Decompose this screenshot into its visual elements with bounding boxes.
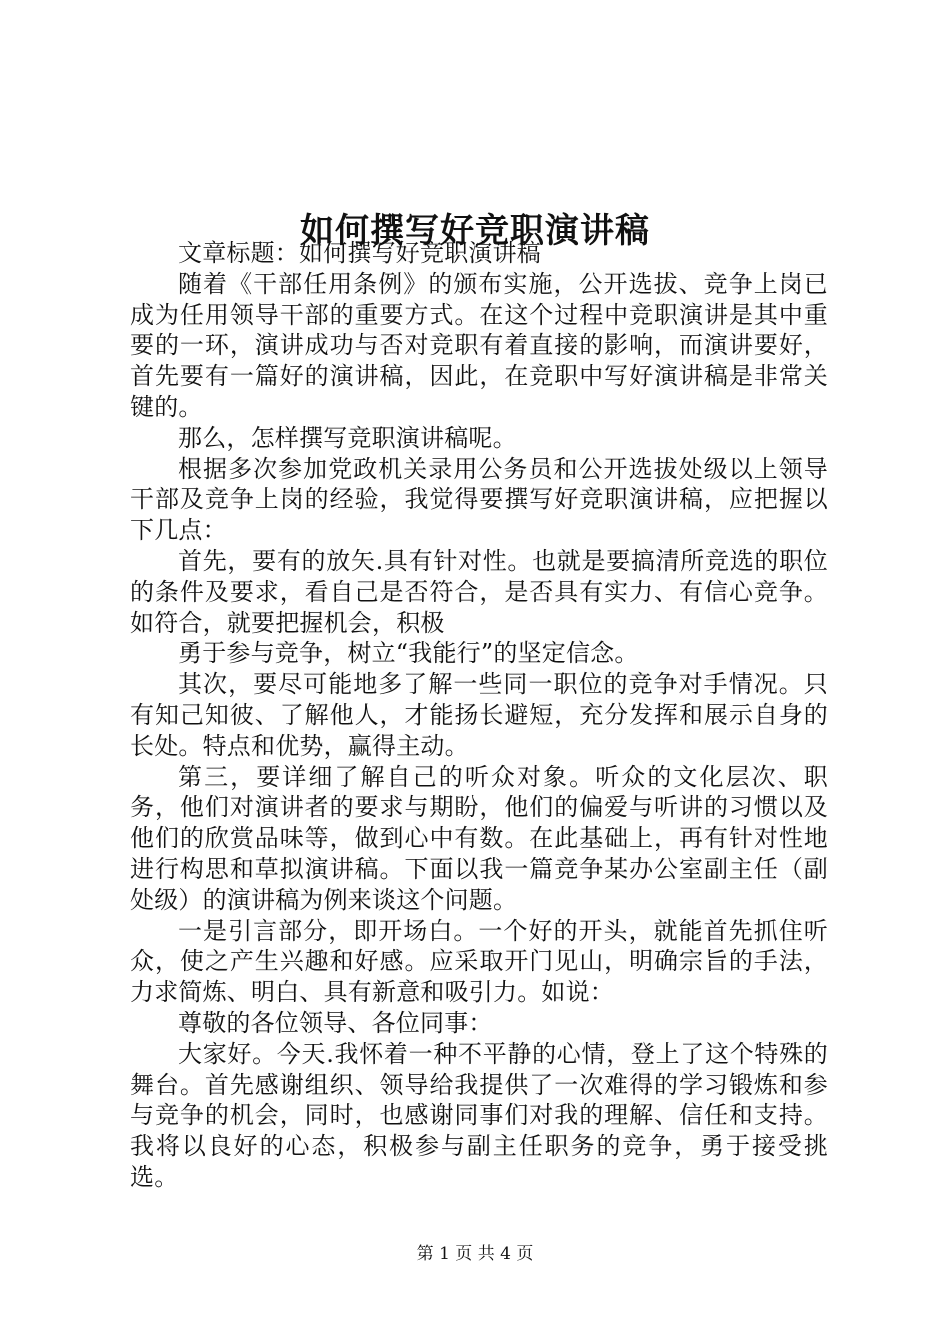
paragraph-article-title: 文章标题：如何撰写好竞职演讲稿 — [178, 239, 541, 267]
paragraph-first-point-continued: 勇于参与竞争，树立“我能行”的坚定信念。 — [178, 639, 639, 668]
document-body — [130, 238, 828, 1193]
paragraph-first-point: 首先，要有的放矢.具有针对性。也就是要搞清所竞选的职位的条件及要求，看自己是否符合，是否具有实力、有信心竞争。如符合，就要把握机会，积极 — [130, 546, 828, 637]
paragraph-introduction-section: 一是引言部分，即开场白。一个好的开头，就能首先抓住听众，使之产生兴趣和好感。应采取开门见山，明确宗旨的手法，力求简炼、明白、具有新意和吸引力。如说： — [130, 916, 828, 1007]
paragraph-salutation: 尊敬的各位领导、各位同事： — [178, 1008, 493, 1037]
paragraph-third-point: 第三，要详细了解自己的听众对象。听众的文化层次、职务，他们对演讲者的要求与期盼，他们的偏爱与听讲的习惯以及他们的欣赏品味等，做到心中有数。在此基础上，再有针对性地进行构思和草拟演讲稿。下面以我一篇竞争某办公室副主任（副处级）的演讲稿为例来谈这个问题。 — [130, 762, 828, 914]
paragraph-opening-speech: 大家好。今天.我怀着一种不平静的心情，登上了这个特殊的舞台。首先感谢组织、领导给我提供了一次难得的学习锻炼和参与竞争的机会，同时，也感谢同事们对我的理解、信任和支持。我将以良好的心态，积极参与副主任职务的竞争，勇于接受挑选。 — [130, 1039, 828, 1191]
paragraph-second-point: 其次，要尽可能地多了解一些同一职位的竞争对手情况。只有知己知彼、了解他人，才能扬长避短，充分发挥和展示自身的长处。特点和优势，赢得主动。 — [130, 670, 828, 760]
paragraph-experience: 根据多次参加党政机关录用公务员和公开选拔处级以上领导干部及竞争上岗的经验，我觉得要撰写好竞职演讲稿，应把握以下几点： — [130, 454, 828, 545]
document-title: 如何撰写好竞职演讲稿 — [300, 210, 650, 251]
page-footer: 第 1 页 共 4 页 — [416, 1244, 534, 1264]
paragraph-intro: 随着《干部任用条例》的颁布实施，公开选拔、竞争上岗已成为任用领导干部的重要方式。在这个过程中竞职演讲是其中重要的一环，演讲成功与否对竞职有着直接的影响，而演讲要好，首先要有一篇好的演讲稿，因此，在竞职中写好演讲稿是非常关键的。 — [130, 269, 828, 421]
paragraph-question: 那么，怎样撰写竞职演讲稿呢。 — [178, 423, 517, 452]
